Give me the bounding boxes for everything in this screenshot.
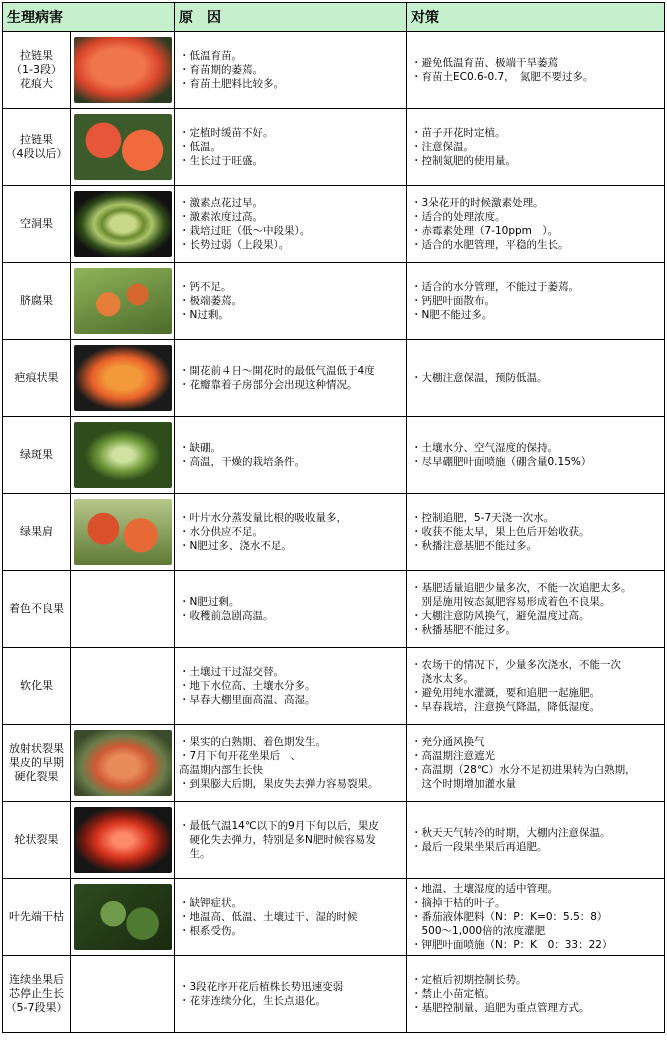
cause-cell	[175, 571, 407, 648]
measure-line: ・苗子开花时定植。	[411, 127, 506, 139]
cause-line: ・定植时缓苗不好。	[179, 127, 274, 139]
measure-line: ・收获不能太早，果上色后开始收获。	[411, 526, 590, 538]
header-cause: 原 因	[175, 3, 407, 32]
disease-name: 放射状裂果 果皮的早期 硬化裂果	[3, 725, 71, 802]
cause-line: ・7月下旬开花坐果后 、	[179, 750, 302, 762]
cause-line: ・高温，干燥的栽培条件。	[179, 456, 305, 468]
disease-name: 着色不良果	[3, 571, 71, 648]
cause-line: ・钙不足。	[179, 281, 232, 293]
measure-line: ・基肥控制量、追肥为重点管理方式。	[411, 1002, 590, 1014]
measure-cell	[407, 417, 665, 494]
tomato-photo	[74, 730, 172, 796]
table-row	[3, 340, 665, 417]
cause-line: ・收穫前急剧高温。	[179, 610, 274, 622]
cause-line: ・花瓣靠着子房部分会出现这种情况。	[179, 379, 358, 391]
cause-line: ・花芽连续分化，生长点退化。	[179, 995, 326, 1007]
measure-cell	[407, 263, 665, 340]
measure-line: ・秋播注意基肥不能过多。	[411, 540, 537, 552]
measure-line: ・高温期（28℃）水分不足初进果转为白熟期，	[411, 764, 636, 776]
measure-line: ・早春栽培，注意换气降温，降低湿度。	[411, 701, 600, 713]
measure-line: ・钾肥叶面喷施（N：P：K 0：33：22）	[411, 939, 613, 951]
disease-name: 绿斑果	[3, 417, 71, 494]
disease-name: 轮状裂果	[3, 802, 71, 879]
tomato-photo	[74, 37, 172, 103]
cause-line: ・栽培过旺（低～中段果）。	[179, 225, 311, 237]
measure-cell	[407, 494, 665, 571]
cause-line: ・激素浓度过高。	[179, 211, 263, 223]
cause-line: ・极端萎蔫。	[179, 295, 242, 307]
measure-cell	[407, 956, 665, 1033]
table-row	[3, 956, 665, 1033]
measure-line: ・高温期注意遮光	[411, 750, 495, 762]
cause-line: ・缺硼。	[179, 442, 221, 454]
cause-line: ・果实的白熟期、着色期发生。	[179, 736, 326, 748]
measure-line: ・土壤水分、空气湿度的保持。	[411, 442, 558, 454]
tomato-cross-section-photo	[74, 191, 172, 257]
cause-cell	[175, 879, 407, 956]
measure-line: ・注意保温。	[411, 141, 474, 153]
tomato-photo	[74, 345, 172, 411]
cause-line: ・3段花序开花后植株长势迅速变弱	[179, 981, 344, 993]
disease-name: 拉链果 （1-3段） 花痕大	[3, 32, 71, 109]
measure-cell	[407, 32, 665, 109]
table-row	[3, 571, 665, 648]
disease-name: 叶先端干枯	[3, 879, 71, 956]
cause-line: ・长势过弱（上段果）。	[179, 239, 290, 251]
disease-name: 拉链果 （4段以后）	[3, 109, 71, 186]
cause-line: ・N肥过多、浇水不足。	[179, 540, 292, 552]
measure-cell	[407, 571, 665, 648]
measure-line: 浇水太多。	[411, 673, 474, 685]
header-measure: 对策	[407, 3, 665, 32]
photo-cell	[71, 32, 175, 109]
measure-line: 这个时期增加灌水量	[411, 778, 516, 790]
measure-line: ・充分通风换气	[411, 736, 485, 748]
cause-cell	[175, 956, 407, 1033]
measure-line: ・避免低温育苗、极端干旱萎蔫	[411, 57, 558, 69]
measure-line: ・N肥不能过多。	[411, 309, 493, 321]
table-row	[3, 186, 665, 263]
cause-line: ・地温高、低温、土壤过干、湿的时候	[179, 911, 358, 923]
cause-line: ・根系受伤。	[179, 925, 242, 937]
measure-line: ・大棚注意保温，预防低温。	[411, 372, 548, 384]
measure-line: ・基肥适量追肥少量多次，不能一次追肥太多。	[411, 582, 632, 594]
cause-line: ・叶片水分蒸发量比根的吸收量多，	[179, 512, 347, 524]
cause-cell	[175, 417, 407, 494]
cause-line: ・早春大棚里面高温、高湿。	[179, 694, 316, 706]
measure-line: ・秋天天气转冷的时期，大棚内注意保温。	[411, 827, 611, 839]
cause-line: ・育苗期的萎蔫。	[179, 64, 263, 76]
measure-cell	[407, 109, 665, 186]
measure-line: ・控制追肥，5-7天浇一次水。	[411, 512, 555, 524]
table-row	[3, 417, 665, 494]
measure-line: ・秋播基肥不能过多。	[411, 624, 516, 636]
disease-name: 连续坐果后 芯停止生长 （5-7段果）	[3, 956, 71, 1033]
tomato-cross-section-photo	[74, 422, 172, 488]
tomato-photo	[74, 807, 172, 873]
cause-line: ・生长过于旺盛。	[179, 155, 263, 167]
table-row	[3, 725, 665, 802]
cause-line: ・缺钾症状。	[179, 897, 242, 909]
photo-cell	[71, 802, 175, 879]
photo-cell	[71, 263, 175, 340]
table-row	[3, 648, 665, 725]
cause-line: ・低温。	[179, 141, 221, 153]
table-row	[3, 802, 665, 879]
cause-line: ・最低气温14℃以下的9月下旬以后，果皮	[179, 820, 379, 832]
measure-line: ・控制氮肥的使用量。	[411, 155, 516, 167]
measure-line: ・适合的水分管理，不能过于萎蔫。	[411, 281, 579, 293]
cause-cell	[175, 494, 407, 571]
cause-cell	[175, 109, 407, 186]
table-row	[3, 32, 665, 109]
cause-line: ・激素点花过早。	[179, 197, 263, 209]
photo-cell	[71, 109, 175, 186]
measure-cell	[407, 648, 665, 725]
measure-cell	[407, 802, 665, 879]
measure-line: ・最后一段果坐果后再追肥。	[411, 841, 548, 853]
cause-cell	[175, 648, 407, 725]
cause-cell	[175, 186, 407, 263]
cause-line: ・到果膨大后期，果皮失去弹力容易裂果。	[179, 778, 379, 790]
measure-line: ・大棚注意防风换气，避免温度过高。	[411, 610, 590, 622]
measure-line: ・育苗土EC0.6-0.7， 氮肥不要过多。	[411, 71, 594, 83]
cause-line: 高温期内部生长快	[179, 764, 263, 776]
header-disease: 生理病害	[3, 3, 175, 32]
photo-cell	[71, 417, 175, 494]
measure-line: ・地温、土壤湿度的适中管理。	[411, 883, 558, 895]
cause-cell	[175, 32, 407, 109]
table-row	[3, 494, 665, 571]
photo-cell	[71, 956, 175, 1033]
cause-line: ・土壤过干过湿交替。	[179, 666, 284, 678]
cause-cell	[175, 340, 407, 417]
measure-line: ・摘掉干枯的叶子。	[411, 897, 506, 909]
measure-cell	[407, 879, 665, 956]
leaf-photo	[74, 884, 172, 950]
disease-name: 软化果	[3, 648, 71, 725]
photo-cell	[71, 725, 175, 802]
cause-line: ・N过剩。	[179, 309, 229, 321]
table-row	[3, 879, 665, 956]
disease-name: 绿果肩	[3, 494, 71, 571]
cause-line: ・開花前４日～開花时的最低气温低于4度	[179, 365, 375, 377]
measure-line: ・3朵花开的时候激素处理。	[411, 197, 544, 209]
photo-cell	[71, 648, 175, 725]
measure-line: ・适合的处理浓度。	[411, 211, 506, 223]
table-row	[3, 263, 665, 340]
photo-cell	[71, 571, 175, 648]
measure-line: ・尽早硼肥叶面喷施（硼含量0.15%）	[411, 456, 592, 468]
cause-line: 硬化失去弹力，特别是多N肥时候容易发	[179, 834, 376, 846]
measure-line: ・钙肥叶面散布。	[411, 295, 495, 307]
disease-name: 脐腐果	[3, 263, 71, 340]
cause-cell	[175, 802, 407, 879]
measure-cell	[407, 340, 665, 417]
header-row	[3, 3, 665, 32]
measure-cell	[407, 725, 665, 802]
measure-line: 别是施用铵态氮肥容易形成着色不良果。	[411, 596, 611, 608]
cause-line: ・低温育苗。	[179, 50, 242, 62]
disease-name: 疤痕状果	[3, 340, 71, 417]
measure-line: ・适合的水肥管理，平稳的生长。	[411, 239, 569, 251]
tomato-photo	[74, 499, 172, 565]
cause-line: ・育苗土肥料比较多。	[179, 78, 284, 90]
measure-line: ・农场干的情况下，少量多次浇水，不能一次	[411, 659, 621, 671]
measure-line: ・禁止小苗定植。	[411, 988, 495, 1000]
table-row	[3, 109, 665, 186]
cause-line: ・N肥过剩。	[179, 596, 240, 608]
cause-cell	[175, 263, 407, 340]
photo-cell	[71, 879, 175, 956]
cause-line: ・地下水位高、土壤水分多。	[179, 680, 316, 692]
cause-line: 生。	[179, 848, 211, 860]
measure-line: ・番茄液体肥料（N：P：K=0：5.5：8）	[411, 911, 608, 923]
measure-line: ・避免用纯水灌溉，要和追肥一起施肥。	[411, 687, 600, 699]
tomato-photo	[74, 114, 172, 180]
physiological-disease-table	[2, 2, 665, 1033]
measure-line: 500～1,000倍的浓度灌肥	[411, 925, 546, 937]
measure-cell	[407, 186, 665, 263]
photo-cell	[71, 186, 175, 263]
cause-line: ・水分供应不足。	[179, 526, 263, 538]
photo-cell	[71, 494, 175, 571]
tomato-photo	[74, 268, 172, 334]
cause-cell	[175, 725, 407, 802]
measure-line: ・赤霉素处理（7-10ppm ）。	[411, 225, 559, 237]
disease-name: 空洞果	[3, 186, 71, 263]
measure-line: ・定植后初期控制长势。	[411, 974, 527, 986]
photo-cell	[71, 340, 175, 417]
